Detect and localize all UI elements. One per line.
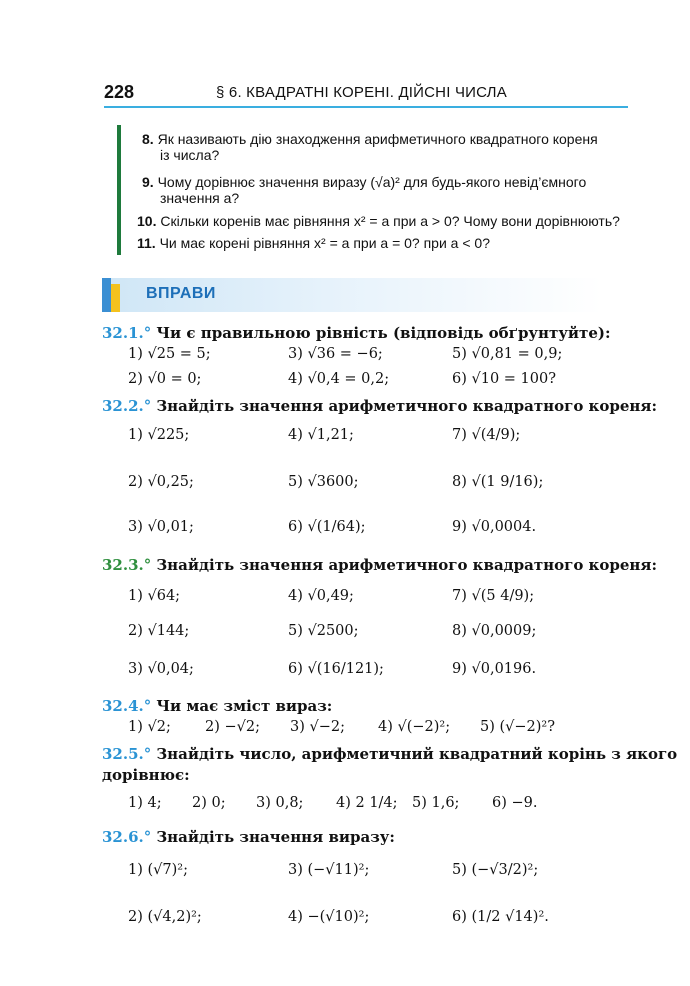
exercise-number: 32.2.° bbox=[102, 397, 152, 415]
exercise-item: 6) √(1/64); bbox=[288, 519, 366, 535]
exercise-item: 4) 2 1/4; bbox=[336, 795, 398, 811]
exercise-item: 3) 0,8; bbox=[256, 795, 304, 811]
exercise-title: Знайдіть значення виразу: bbox=[156, 828, 395, 846]
exercise-item: 9) √0,0004. bbox=[452, 519, 537, 535]
exercise-title-continued: дорівнює: bbox=[102, 766, 190, 784]
chapter-title: § 6. КВАДРАТНІ КОРЕНІ. ДІЙСНІ ЧИСЛА bbox=[216, 84, 507, 101]
exercise-item: 8) √(1 9/16); bbox=[452, 474, 544, 490]
exercise-number: 32.3.° bbox=[102, 556, 152, 574]
question-8: 8. Як називають дію знаходження арифметичного квадратного кореня із числа? bbox=[142, 131, 598, 163]
section-label: ВПРАВИ bbox=[146, 285, 216, 302]
exercise-item: 7) √(4/9); bbox=[452, 427, 521, 443]
exercise-item: 1) (√7)²; bbox=[128, 862, 188, 878]
exercise-item: 6) −9. bbox=[492, 795, 538, 811]
exercise-item: 2) 0; bbox=[192, 795, 226, 811]
exercise-item: 5) 1,6; bbox=[412, 795, 460, 811]
question-11: 11. Чи має корені рівняння x² = a при a = 0? при a < 0? bbox=[137, 235, 490, 251]
exercise-item: 6) (1/2 √14)². bbox=[452, 909, 549, 925]
exercise-item: 5) √2500; bbox=[288, 623, 359, 639]
exercise-number: 32.6.° bbox=[102, 828, 152, 846]
exercise-item: 1) √2; bbox=[128, 719, 171, 735]
exercise-32-5-heading bbox=[102, 744, 677, 763]
exercise-title: Знайдіть число, арифметичний квадратний корінь з якого bbox=[156, 745, 678, 763]
exercise-item: 8) √0,0009; bbox=[452, 623, 537, 639]
exercise-item: 7) √(5 4/9); bbox=[452, 588, 535, 604]
exercise-item: 2) √0 = 0; bbox=[128, 371, 202, 387]
exercise-32-1-heading bbox=[102, 323, 611, 342]
exercise-item: 3) √36 = −6; bbox=[288, 346, 383, 362]
exercise-item: 3) √−2; bbox=[290, 719, 345, 735]
exercise-item: 3) √0,04; bbox=[128, 661, 194, 677]
exercise-item: 5) (−√3/2)²; bbox=[452, 862, 539, 878]
exercise-item: 2) −√2; bbox=[205, 719, 260, 735]
page-number: 228 bbox=[104, 82, 135, 102]
exercise-item: 9) √0,0196. bbox=[452, 661, 537, 677]
exercise-item: 5) √3600; bbox=[288, 474, 359, 490]
banner-blue-mark bbox=[102, 278, 111, 312]
section-banner bbox=[102, 278, 602, 312]
exercise-item: 3) (−√11)²; bbox=[288, 862, 370, 878]
exercise-number: 32.4.° bbox=[102, 697, 152, 715]
exercise-number: 32.1.° bbox=[102, 324, 152, 342]
exercise-32-6-heading bbox=[102, 827, 395, 846]
exercise-item: 4) √1,21; bbox=[288, 427, 354, 443]
exercise-item: 2) √144; bbox=[128, 623, 190, 639]
exercise-item: 5) (√−2)²? bbox=[480, 719, 556, 735]
exercise-item: 4) −(√10)²; bbox=[288, 909, 370, 925]
exercise-item: 1) √225; bbox=[128, 427, 190, 443]
question-10: 10. Скільки коренів має рівняння x² = a при a > 0? Чому вони дорівнюють? bbox=[137, 213, 620, 229]
exercise-item: 3) √0,01; bbox=[128, 519, 194, 535]
exercise-32-2-heading bbox=[102, 396, 657, 415]
questions-bar bbox=[117, 125, 121, 255]
exercise-title: Чи є правильною рівність (відповідь обґрунтуйте): bbox=[156, 324, 611, 342]
exercise-item: 6) √10 = 100? bbox=[452, 371, 556, 387]
exercise-item: 1) √64; bbox=[128, 588, 181, 604]
exercise-item: 2) (√4,2)²; bbox=[128, 909, 202, 925]
exercise-number: 32.5.° bbox=[102, 745, 152, 763]
banner-yellow-mark bbox=[111, 284, 120, 312]
exercise-title: Чи має зміст вираз: bbox=[156, 697, 333, 715]
exercise-item: 1) 4; bbox=[128, 795, 162, 811]
exercise-32-4-heading bbox=[102, 696, 332, 715]
header-rule bbox=[104, 106, 628, 108]
exercise-item: 4) √(−2)²; bbox=[378, 719, 451, 735]
exercise-item: 2) √0,25; bbox=[128, 474, 194, 490]
exercise-item: 4) √0,49; bbox=[288, 588, 354, 604]
exercise-32-3-heading bbox=[102, 555, 657, 574]
exercise-item: 1) √25 = 5; bbox=[128, 346, 211, 362]
exercise-title: Знайдіть значення арифметичного квадратного кореня: bbox=[156, 556, 658, 574]
exercise-item: 4) √0,4 = 0,2; bbox=[288, 371, 390, 387]
question-9: 9. Чому дорівнює значення виразу (√a)² для будь-якого невід’ємного значення a? bbox=[142, 174, 587, 206]
exercise-title: Знайдіть значення арифметичного квадратного кореня: bbox=[156, 397, 658, 415]
exercise-item: 5) √0,81 = 0,9; bbox=[452, 346, 563, 362]
exercise-item: 6) √(16/121); bbox=[288, 661, 384, 677]
